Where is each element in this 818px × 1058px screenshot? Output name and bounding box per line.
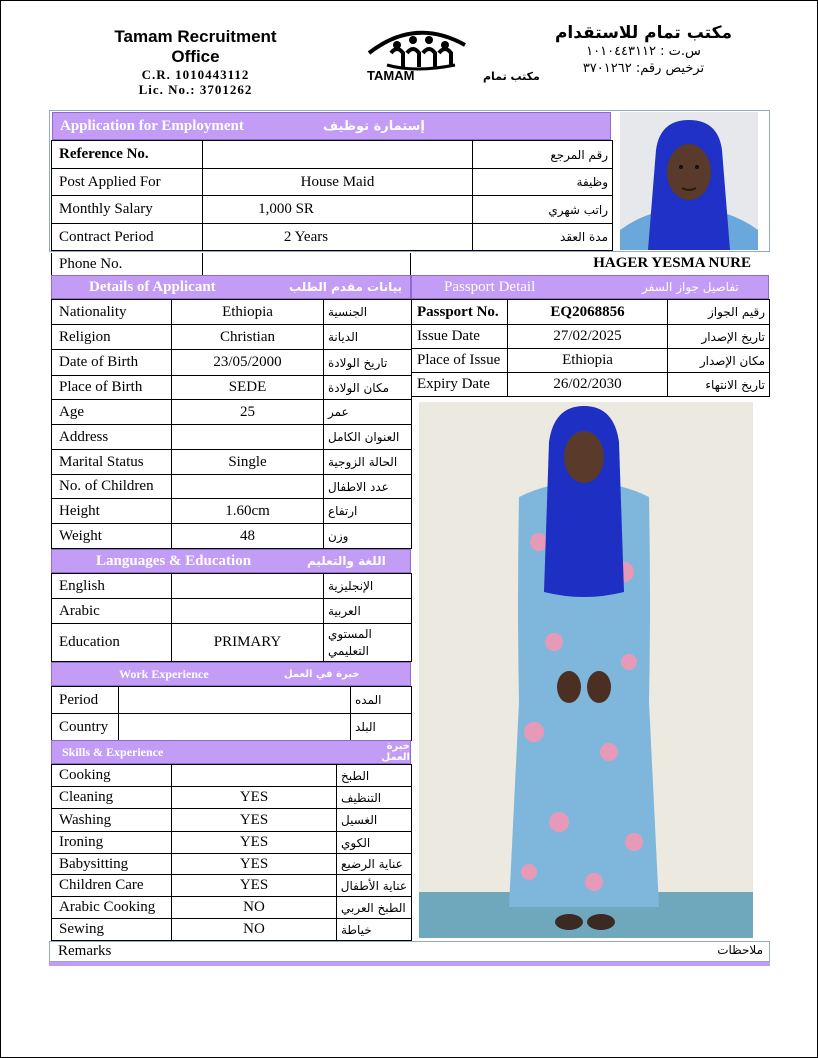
- passport-title-bar: [411, 275, 769, 299]
- address-label-ar: العنوان الكامل: [324, 425, 412, 450]
- table-row: [412, 300, 770, 325]
- issue-date-label-ar: تاريخ الإصدار: [668, 325, 770, 349]
- table-row: [412, 373, 770, 397]
- address-value: [172, 425, 324, 450]
- skills-title-bar: [51, 740, 411, 764]
- work-title-ar: خبرة في العمل: [284, 668, 360, 680]
- children-care-label-ar: عناية الأطفال: [337, 875, 412, 897]
- reference-label-ar: رقم المرجع: [473, 141, 613, 169]
- washing-value: YES: [172, 809, 337, 832]
- contract-label: Contract Period: [52, 224, 203, 251]
- license-number-ar: ترخيص رقم: ٣٧٠١٢٦٢: [582, 61, 705, 76]
- country-label: Country: [52, 714, 119, 741]
- post-label: Post Applied For: [52, 169, 203, 196]
- education-value: PRIMARY: [172, 624, 324, 662]
- table-row: [52, 253, 411, 275]
- table-row: [52, 809, 412, 832]
- weight-label-ar: وزن: [324, 524, 412, 549]
- arabic-value: [172, 599, 324, 624]
- english-value: [172, 574, 324, 599]
- place-of-issue-value: Ethiopia: [508, 349, 668, 373]
- cooking-label-ar: الطبخ: [337, 765, 412, 787]
- english-label: English: [52, 574, 172, 599]
- table-row: [52, 524, 412, 549]
- cooking-value: [172, 765, 337, 787]
- application-table: [51, 140, 613, 251]
- skills-title-en: Skills & Experience: [62, 744, 164, 759]
- table-row: [52, 854, 412, 875]
- details-title-ar: بيانات مقدم الطلب: [289, 280, 403, 294]
- phone-table: [51, 253, 411, 275]
- applicant-portrait-photo: [620, 112, 758, 250]
- expiry-date-label-ar: تاريخ الانتهاء: [668, 373, 770, 397]
- arabic-cooking-label: Arabic Cooking: [52, 897, 172, 919]
- table-row: [52, 624, 412, 662]
- table-row: [52, 687, 412, 714]
- work-title-en: Work Experience: [119, 666, 209, 681]
- cr-number-en: C.R. 1010443112: [141, 67, 250, 82]
- education-label-ar: المستوي التعليمي: [324, 624, 412, 662]
- applicant-name: HAGER YESMA NURE: [593, 255, 751, 271]
- table-row: [52, 325, 412, 350]
- table-row: [52, 599, 412, 624]
- languages-table: [51, 573, 412, 662]
- table-row: [52, 714, 412, 741]
- height-value: 1.60cm: [172, 499, 324, 524]
- height-label-ar: ارتفاع: [324, 499, 412, 524]
- height-label: Height: [52, 499, 172, 524]
- application-title-bar: [52, 112, 611, 140]
- religion-label: Religion: [52, 325, 172, 350]
- table-row: [52, 300, 412, 325]
- cleaning-label: Cleaning: [52, 787, 172, 809]
- work-table: [51, 686, 412, 741]
- age-value: 25: [172, 400, 324, 425]
- arabic-cooking-label-ar: الطبخ العربي: [337, 897, 412, 919]
- header-english: [93, 27, 298, 97]
- washing-label: Washing: [52, 809, 172, 832]
- table-row: [52, 787, 412, 809]
- remarks-label-ar: ملاحظات: [717, 943, 763, 957]
- education-label: Education: [52, 624, 172, 662]
- table-row: [52, 224, 613, 251]
- remarks-label: Remarks: [58, 943, 112, 959]
- table-row: [52, 425, 412, 450]
- cleaning-label-ar: التنظيف: [337, 787, 412, 809]
- address-label: Address: [52, 425, 172, 450]
- company-logo: [365, 23, 540, 83]
- expiry-date-label: Expiry Date: [412, 373, 508, 397]
- table-row: [52, 475, 412, 499]
- dob-label-ar: تاريخ الولادة: [324, 350, 412, 376]
- passport-no-label-ar: رقيم الجواز: [668, 300, 770, 325]
- ironing-label-ar: الكوي: [337, 832, 412, 854]
- post-value: House Maid: [203, 169, 473, 196]
- table-row: [52, 832, 412, 854]
- washing-label-ar: الغسيل: [337, 809, 412, 832]
- table-row: [412, 349, 770, 373]
- country-value: [119, 714, 351, 741]
- issue-date-value: 27/02/2025: [508, 325, 668, 349]
- table-row: [52, 350, 412, 376]
- post-label-ar: وظيفة: [473, 169, 613, 196]
- remarks-row: [49, 941, 770, 962]
- age-label-ar: عمر: [324, 400, 412, 425]
- salary-label: Monthly Salary: [52, 196, 203, 224]
- table-row: [52, 765, 412, 787]
- weight-label: Weight: [52, 524, 172, 549]
- marital-label-ar: الحالة الزوجية: [324, 450, 412, 475]
- babysitting-label: Babysitting: [52, 854, 172, 875]
- religion-value: Christian: [172, 325, 324, 350]
- salary-value: 1,000 SR: [203, 196, 473, 224]
- religion-label-ar: الديانة: [324, 325, 412, 350]
- phone-label: Phone No.: [52, 253, 203, 275]
- contract-label-ar: مدة العقد: [473, 224, 613, 251]
- period-value: [119, 687, 351, 714]
- arabic-label: Arabic: [52, 599, 172, 624]
- children-label-ar: عدد الاطفال: [324, 475, 412, 499]
- cooking-label: Cooking: [52, 765, 172, 787]
- weight-value: 48: [172, 524, 324, 549]
- sewing-label: Sewing: [52, 919, 172, 941]
- place-of-issue-label-ar: مكان الإصدار: [668, 349, 770, 373]
- application-title-en: Application for Employment: [60, 117, 244, 134]
- languages-title-bar: [51, 549, 411, 573]
- skills-table: [51, 764, 412, 941]
- ironing-label: Ironing: [52, 832, 172, 854]
- cleaning-value: YES: [172, 787, 337, 809]
- logo-text-en: TAMAM: [367, 68, 415, 83]
- marital-label: Marital Status: [52, 450, 172, 475]
- period-label: Period: [52, 687, 119, 714]
- table-row: [412, 325, 770, 349]
- age-label: Age: [52, 400, 172, 425]
- nationality-value: Ethiopia: [172, 300, 324, 325]
- applicant-full-body-photo: [419, 402, 753, 938]
- table-row: [52, 400, 412, 425]
- table-row: [52, 169, 613, 196]
- details-title-bar: [51, 275, 411, 299]
- passport-title-ar: تفاصيل جواز السفر: [642, 280, 739, 294]
- period-label-ar: المده: [351, 687, 412, 714]
- company-name-ar: مكتب تمام للاستقدام: [554, 23, 733, 43]
- nationality-label-ar: الجنسية: [324, 300, 412, 325]
- reference-label: Reference No.: [52, 141, 203, 169]
- table-row: [52, 141, 613, 169]
- nationality-label: Nationality: [52, 300, 172, 325]
- pob-label-ar: مكان الولادة: [324, 376, 412, 400]
- sewing-label-ar: خياطة: [337, 919, 412, 941]
- dob-label: Date of Birth: [52, 350, 172, 376]
- children-care-label: Children Care: [52, 875, 172, 897]
- issue-date-label: Issue Date: [412, 325, 508, 349]
- country-label-ar: البلد: [351, 714, 412, 741]
- reference-value: [203, 141, 473, 169]
- application-title-ar: إستمارة توظيف: [323, 118, 425, 134]
- table-row: [52, 574, 412, 599]
- marital-value: Single: [172, 450, 324, 475]
- skills-title-ar: خبرة العمل: [381, 741, 410, 763]
- header-arabic: [541, 23, 746, 77]
- table-row: [52, 196, 613, 224]
- languages-title-en: Languages & Education: [96, 552, 252, 569]
- babysitting-label-ar: عناية الرضيع: [337, 854, 412, 875]
- place-of-issue-label: Place of Issue: [412, 349, 508, 373]
- passport-title-en: Passport Detail: [444, 278, 536, 295]
- table-row: [52, 919, 412, 941]
- children-care-value: YES: [172, 875, 337, 897]
- cr-number-ar: س.ت : ١٠١٠٤٤٣١١٢: [586, 44, 701, 59]
- expiry-date-value: 26/02/2030: [508, 373, 668, 397]
- passport-no-value: EQ2068856: [508, 300, 668, 325]
- bottom-accent-line: [49, 962, 770, 966]
- pob-value: SEDE: [172, 376, 324, 400]
- english-label-ar: الإنجليزية: [324, 574, 412, 599]
- babysitting-value: YES: [172, 854, 337, 875]
- contract-value: 2 Years: [203, 224, 473, 251]
- table-row: [52, 875, 412, 897]
- work-title-bar: [51, 662, 411, 686]
- phone-value: [203, 253, 411, 275]
- passport-no-label: Passport No.: [412, 300, 508, 325]
- arabic-label-ar: العربية: [324, 599, 412, 624]
- salary-label-ar: راتب شهري: [473, 196, 613, 224]
- logo-text-ar: مكتب تمام: [483, 70, 540, 83]
- sewing-value: NO: [172, 919, 337, 941]
- children-label: No. of Children: [52, 475, 172, 499]
- company-name-en: Tamam Recruitment Office: [114, 27, 277, 66]
- license-number-en: Lic. No.: 3701262: [138, 82, 253, 97]
- details-title-en: Details of Applicant: [89, 278, 216, 295]
- ironing-value: YES: [172, 832, 337, 854]
- dob-value: 23/05/2000: [172, 350, 324, 376]
- languages-title-ar: اللغة والتعليم: [307, 554, 386, 568]
- details-table: [51, 299, 412, 549]
- arabic-cooking-value: NO: [172, 897, 337, 919]
- pob-label: Place of Birth: [52, 376, 172, 400]
- children-value: [172, 475, 324, 499]
- table-row: [52, 376, 412, 400]
- table-row: [52, 499, 412, 524]
- table-row: [52, 897, 412, 919]
- passport-table: [411, 299, 770, 397]
- table-row: [52, 450, 412, 475]
